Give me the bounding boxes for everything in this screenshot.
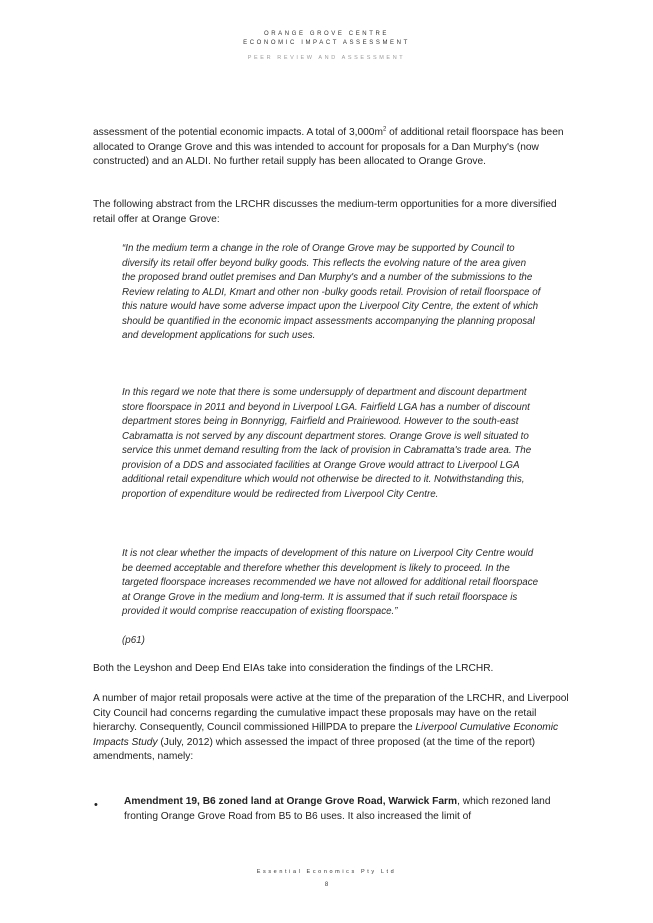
paragraph-1 [93,126,573,170]
quote-paragraph-2: In this regard we note that there is some undersupply of department and discount department store floorspace in 2011 and beyond in Liverpool LGA. Fairfield LGA has a number of discount department stores being in Bonnyrigg, Fairfield and Prairiewood. However to the south-east Cabramatta is not served by any discount department stores. Orange Grove is well situated to service this unmet demand resulting from the lack of provision in Cabramatta's trade area. The provision of a DDS and associated facilities at Orange Grove would attract to Liverpool LGA additional retail expenditure which would not otherwise be directed to it. Notwithstanding this, proportion of expenditure would be redirected from Liverpool City Centre. [122,387,532,500]
header-title: ORANGE GROVE CENTRE [263,31,390,37]
header-section: PEER REVIEW AND ASSESSMENT [247,55,406,61]
bullet-body: , which rezoned land fronting Orange Grove Road from B5 to B6 uses. It also increased the limit of [124,796,551,822]
quote-reference: (p61) [122,635,145,646]
footer-company: Essential Economics Pty Ltd [256,869,397,875]
paragraph-4 [93,692,573,765]
quote-paragraph-3: It is not clear whether the impacts of development of this nature on Liverpool City Centre would be deemed acceptable and therefore whether this development is likely to proceed. In the targeted floorspace increases recommended we have not allowed for additional retail floorspace at Orange Grove in the medium and long-term. It is assumed that if such retail floorspace is provided it would comprise reaccupation of existing floorspace.” [122,548,539,617]
header-subtitle: ECONOMIC IMPACT ASSESSMENT [243,40,410,46]
study-title: Liverpool Cumulative Economic Impacts Study [93,722,559,748]
superscript: 2 [382,126,387,133]
paragraph-4-text-b: (July, 2012) which assessed the impact of three proposed (at the time of the report) amendments, namely: [93,736,536,762]
bullet-heading: Amendment 19, B6 zoned land at Orange Grove Road, Warwick Farm [124,796,458,807]
bullet-marker: • [94,799,98,811]
page-number: 8 [324,882,329,888]
paragraph-4-text-a: A number of major retail proposals were active at the time of the preparation of the LRCHR, and Liverpool City Council had concerns regarding the cumulative impact these proposals may have on the retail hierarchy. Consequently, Council commissioned HillPDA to prepare the [93,693,569,733]
bullet-item [124,795,576,824]
quote-paragraph-1: “In the medium term a change in the role of Orange Grove may be supported by Council to diversify its retail offer beyond bulky goods. This reflects the evolving nature of the area given the proposed brand outlet premises and Dan Murphy's and a number of the submissions to the Review relating to ALDI, Kmart and other non -bulky goods retail. Provision of retail floorspace of this nature would have some adverse impact upon the Liverpool City Centre, the extent of which should be quantified in the economic impact assessments accompanying the planning proposal and development applications for such uses. [122,243,541,341]
paragraph-1-text-a: assessment of the potential economic impacts. A total of 3,000m [93,127,383,138]
paragraph-3: Both the Leyshon and Deep End EIAs take into consideration the findings of the LRCHR. [93,663,494,674]
paragraph-1-text-b: of additional retail floorspace has been allocated to Orange Grove and this was intended to account for proposals for a Dan Murphy's (now constructed) and an ALDI. No further retail supply has been allocated to Orange Grove. [93,127,564,167]
paragraph-2: The following abstract from the LRCHR discusses the medium-term opportunities for a more diversified retail offer at Orange Grove: [93,199,557,225]
